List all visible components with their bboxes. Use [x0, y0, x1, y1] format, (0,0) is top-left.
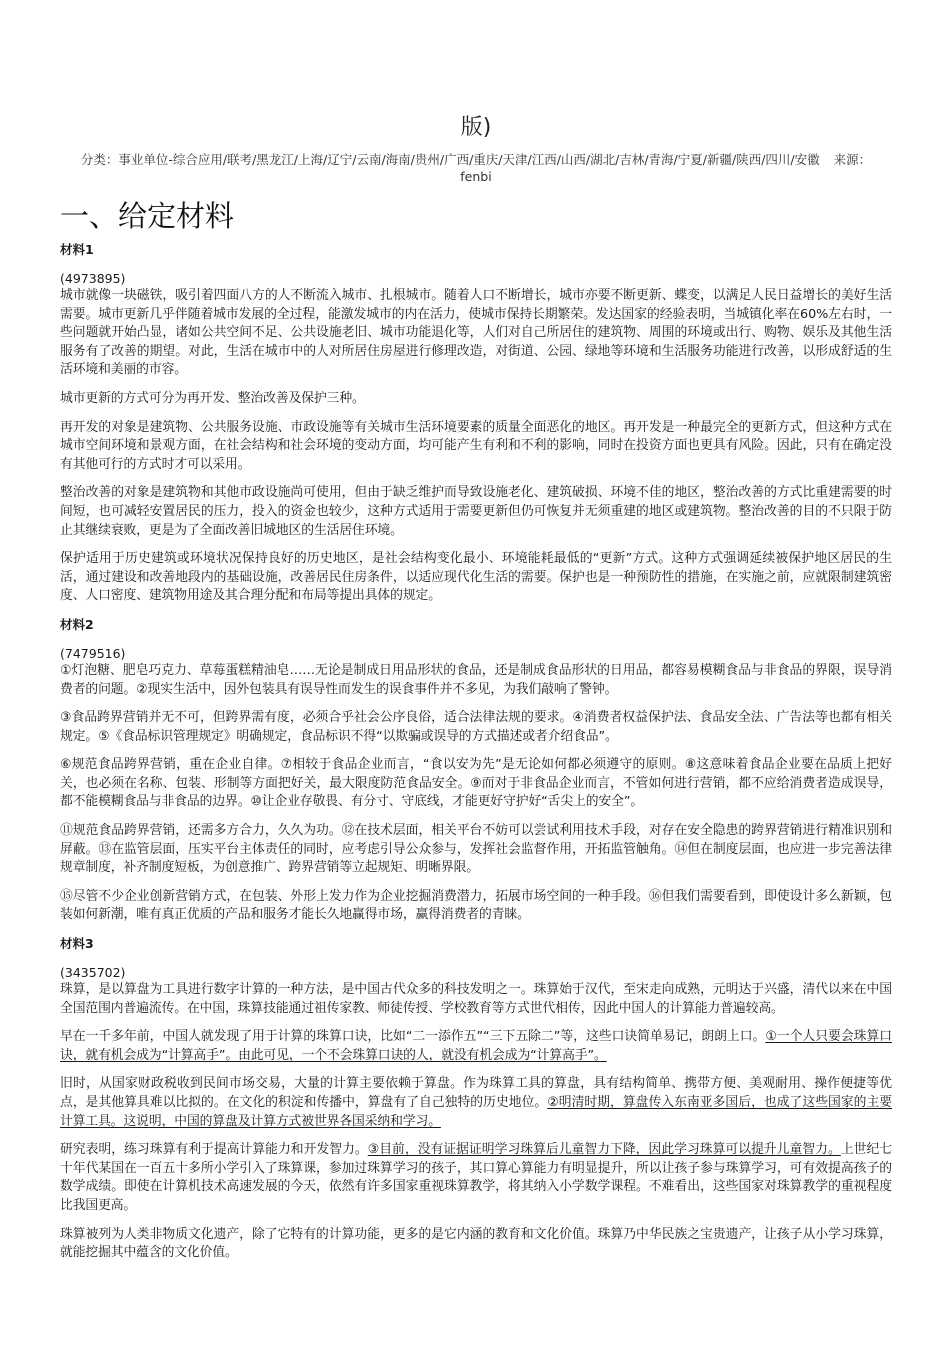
underlined-statement-3: ③目前，没有证据证明学习珠算后儿童智力下降，因此学习珠算可以提升儿童智力。 [367, 1142, 841, 1158]
paragraph: ⑮尽管不少企业创新营销方式，在包装、外形上发力作为企业挖掘消费潜力，拓展市场空间的一种手段。⑯但我们需要看到，即使设计多么新颖，包装如何新潮，唯有真正优质的产品和服务才能长久地赢得市场，赢得消费者的青睐。 [60, 888, 892, 923]
paragraph: 珠算，是以算盘为工具进行数字计算的一种方法，是中国古代众多的科技发明之一。珠算始于汉代，至宋走向成熟，元明达于兴盛，清代以来在中国全国范围内普遍流传。在中国，珠算技能通过祖传家教、师徒传授、学校教育等方式世代相传，因此中国人的计算能力普遍较高。 [60, 982, 892, 1016]
material-3 [60, 935, 892, 1263]
paragraph: ③食品跨界营销并无不可，但跨界需有度，必须合乎社会公序良俗，适合法律法规的要求。④消费者权益保护法、食品安全法、广告法等也都有相关规定。⑤《食品标识管理规定》明确规定，食品标识不得“以欺骗或误导的方式描述或者介绍食品”。 [60, 710, 892, 744]
paragraph: 再开发的对象是建筑物、公共服务设施、市政设施等有关城市生活环境要素的质量全面恶化的地区。再开发是一种最完全的更新方式，但这种方式在城市空间环境和景观方面，在社会结构和社会环境的变动方面，均可能产生有利和不利的影响，同时在投资方面也更具有风险。因此，只有在确定没有其他可行的方式时才可以采用。 [60, 419, 892, 472]
paragraph: 城市更新的方式可分为再开发、整治改善及保护三种。 [60, 390, 365, 406]
paragraph: 整治改善的对象是建筑物和其他市政设施尚可使用，但由于缺乏维护而导致设施老化、建筑破损、环境不佳的地区，整治改善的方式比重建需要的时间短，也可减轻安置居民的压力，投入的资金也较少，这种方式适用于需要更新但仍可恢复并无须重建的地区或建筑物。整治改善的目的不只限于防止其继续衰败，更是为了全面改善旧城地区的生活居住环境。 [60, 485, 892, 538]
material-2 [60, 616, 892, 925]
material-1 [60, 241, 892, 606]
material-id: (4973895) [60, 271, 126, 286]
underlined-statement-2: ②明清时期，算盘传入东南亚多国后，也成了这些国家的主要计算工具。这说明，中国的算盘及计算方式被世界各国采纳和学习。 [60, 1095, 892, 1129]
document-title: 版) [460, 115, 492, 140]
underlined-statement-1: ①一个人只要会珠算口诀，就有机会成为“计算高手”。由此可见，一个不会珠算口诀的人，就没有机会成为“计算高手”。 [60, 1029, 892, 1063]
paragraph: 珠算被列为人类非物质文化遗产，除了它特有的计算功能，更多的是它内涵的教育和文化价值。珠算乃中华民族之宝贵遗产，让孩子从小学习珠算，就能挖掘其中蕴含的文化价值。 [60, 1226, 892, 1261]
paragraph [60, 1075, 892, 1131]
paragraph: 保护适用于历史建筑或环境状况保持良好的历史地区，是社会结构变化最小、环境能耗最低的“更新”方式。这种方式强调延续被保护地区居民的生活，通过建设和改善地段内的基础设施，改善居民住房条件，以适应现代化生活的需要。保护也是一种预防性的措施，在实施之前，应就限制建筑密度、人口密度、建筑物用途及其合理分配和布局等提出具体的规定。 [60, 551, 892, 604]
material-label: 材料3 [60, 936, 94, 952]
material-label: 材料2 [60, 616, 94, 632]
material-id: (3435702) [60, 965, 126, 981]
paragraph-text: 旧时，从国家财政税收到民间市场交易，大量的计算主要依赖于算盘。作为珠算工具的算盘，具有结构简单、携带方便、美观耐用、操作便捷等优点，是其他算具难以比拟的。在文化的积淀和传播中，算盘有了自己独特的历史地位。 [60, 1076, 892, 1110]
paragraph-text: 上世纪七十年代某国在一百五十多所小学引入了珠算课，参加过珠算学习的孩子，其口算心算能力有明显提升，所以让孩子参与珠算学习，可有效提高孩子的数学成绩。即使在计算机技术高速发展的今天，依然有许多国家重视珠算教学，将其纳入小学数学课程。不难看出，这些国家对珠算教学的重视程度比我国更高。 [60, 1142, 892, 1213]
paragraph: ⑪规范食品跨界营销，还需多方合力，久久为功。⑫在技术层面，相关平台不妨可以尝试利用技术手段，对存在安全隐患的跨界营销进行精准识别和屏蔽。⑬在监管层面，压实平台主体责任的同时，应考虑引导公众参与，发挥社会监督作用，开拓监管触角。⑭但在制度层面，也应进一步完善法律规章制度，补齐制度短板，为创意推广、跨界营销等立起规矩、明晰界限。 [60, 823, 892, 876]
paragraph: 城市就像一块磁铁，吸引着四面八方的人不断流入城市、扎根城市。随着人口不断增长，城市亦要不断更新、蝶变，以满足人民日益增长的美好生活需要。城市更新几乎伴随着城市发展的全过程，能激发城市的内在活力，使城市保持长期繁荣。发达国家的经验表明，当城镇化率在60%左右时，一些问题就开始凸显，诸如公共空间不足、公共设施老旧、城市功能退化等，人们对自己所居住的建筑物、周围的环境或出行、购物、娱乐及其他生活服务有了改善的期望。对此，生活在城市中的人对所居住房屋进行修理改造，对街道、公园、绿地等环境和生活服务功能进行改善，以形成舒适的生活环境和美丽的市容。 [60, 288, 892, 378]
paragraph: ①灯泡糖、肥皂巧克力、草莓蛋糕精油皂……无论是制成日用品形状的食品，还是制成食品形状的日用品，都容易模糊食品与非食品的界限，误导消费者的问题。②现实生活中，因外包装具有误导性而发生的误食事件并不多见，为我们敲响了警钟。 [60, 662, 892, 697]
paragraph: ⑥规范食品跨界营销，重在企业自律。⑦相较于食品企业而言，“食以安为先”是无论如何都必须遵守的原则。⑧这意味着食品企业要在品质上把好关，也必须在名称、包装、形制等方面把好关，最大限度防范食品安全。⑨而对于非食品企业而言，不管如何进行营销，都不应给消费者造成误导，都不能模糊食品与非食品的边界。⑩让企业存敬畏、有分寸、守底线，才能更好守护好“舌尖上的安全”。 [60, 757, 892, 810]
paragraph [60, 1028, 892, 1065]
category-value: 事业单位-综合应用/联考/黑龙江/上海/辽宁/云南/海南/贵州/广西/重庆/天津/江西/山西/湖北/吉林/青海/宁夏/新疆/陕西/四川/安徽 [118, 152, 820, 167]
material-id: (7479516) [60, 645, 126, 661]
source-value: fenbi [460, 169, 492, 184]
paragraph-text: 早在一千多年前，中国人就发现了用于计算的珠算口诀，比如“二一添作五”“三下五除二”等，这些口诀简单易记，朗朗上口。 [60, 1029, 766, 1045]
category-label: 分类： [80, 152, 119, 167]
source-label: 来源： [833, 152, 872, 167]
document-meta [60, 151, 892, 185]
material-label: 材料1 [60, 242, 94, 257]
section-title: 一、给定材料 [60, 199, 235, 233]
paragraph-text: 研究表明，练习珠算有利于提高计算能力和开发智力。 [60, 1142, 368, 1158]
paragraph [60, 1141, 892, 1215]
